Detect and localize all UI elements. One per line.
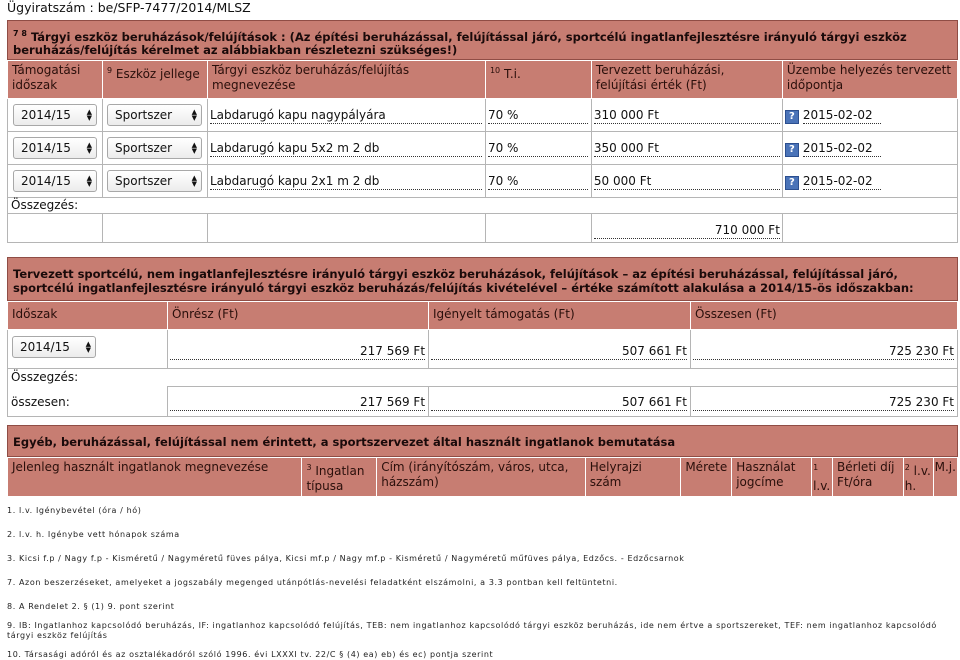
col-header-prop-type: $^3$ Ingatlan típusa [302,458,377,497]
footnote: 3. Kicsi f.p / Nagy f.p - Kisméretű / Nagyméretű füves pálya, Kicsi mf.p / Nagy mf.p - Kisméretű / Nagyméretű műfüves pálya, Edzőcs. - Edzőcsarnok [7,554,685,563]
date-field[interactable]: 2015-02-02 [803,172,881,190]
col-header-current: Jelenleg használt ingatlanok megnevezése [8,458,302,497]
col-header-lv: $^1$ l.v. [812,458,833,497]
value-field[interactable]: 350 000 Ft [594,139,780,157]
help-icon[interactable]: ? [785,176,799,190]
section3-title-bar [7,425,958,457]
col-header-period: Támogatási időszak [8,61,103,99]
asset-name-field[interactable]: Labdarugó kapu 5x2 m 2 db [210,139,482,157]
date-field[interactable]: 2015-02-02 [803,139,881,157]
total-field[interactable]: 725 230 Ft [693,342,954,360]
col-header-ti: $^{10}$ T.i. [485,61,591,99]
section3-title: Egyéb, beruházással, felújítással nem érintett, a sportszervezet által használt ingatlanok bemutatása [13,435,676,449]
section2-title-bar [7,257,958,301]
value-field[interactable]: 50 000 Ft [594,172,780,190]
ti-field[interactable]: 70 % [488,139,588,157]
section1-title-bar [7,20,958,60]
table-row [8,99,958,132]
footnote: 8. A Rendelet 2. § (1) 9. pont szerint [7,602,175,611]
section2-title: Tervezett sportcélú, nem ingatlanfejlesztésre irányuló tárgyi eszköz beruházások, felújítások – az építési beruházással, felújítással járó, sportcélú ingatlanfejlesztésre irányuló tárgyi eszköz beruházás/felújítás kivételével – értéke számított alakulása a 2014/15-ös időszakban: [13,267,914,295]
col-header-name: Tárgyi eszköz beruházás/felújítás megnevezése [207,61,485,99]
total-own: 217 569 Ft [170,393,425,411]
table-row [8,330,958,369]
ti-field[interactable]: 70 % [488,172,588,190]
spinner-icon: ▲ ▼ [86,141,92,155]
type-select[interactable]: Sportszer ▲ ▼ [107,104,202,126]
col-header-requested: Igényelt támogatás (Ft) [429,302,691,330]
spinner-icon: ▲ ▼ [86,108,92,122]
section1-title-footnote: 7 8 [13,29,27,38]
total-requested: 507 661 Ft [431,393,687,411]
own-field[interactable]: 217 569 Ft [170,342,425,360]
spinner-icon: ▲ ▼ [191,141,197,155]
asset-name-field[interactable]: Labdarugó kapu nagypályára [210,106,482,124]
col-header-value: Tervezett beruházási, felújítási érték (Ft) [591,61,782,99]
footnote: 2. l.v. h. Igénybe vett hónapok száma [7,530,180,539]
period-select[interactable]: 2014/15 ▲ ▼ [13,170,97,192]
col-header-size: Mérete [681,458,732,497]
spinner-icon: ▲ ▼ [86,174,92,188]
help-icon[interactable]: ? [785,110,799,124]
total-sum: 725 230 Ft [693,393,954,411]
table-row [8,165,958,198]
col-header-fee: Bérleti díj Ft/óra [833,458,904,497]
col-header-own: Önrész (Ft) [168,302,429,330]
col-header-mj: M.j. [933,458,957,497]
col-header-period2: Időszak [8,302,168,330]
period-select[interactable]: 2014/15 ▲ ▼ [13,137,97,159]
summary-label: Összegzés: [8,198,958,214]
registration-number: Ügyiratszám : be/SFP-7477/2014/MLSZ [7,0,251,15]
date-field[interactable]: 2015-02-02 [803,106,881,124]
spinner-icon: ▲ ▼ [85,340,91,354]
col-header-total: Összesen (Ft) [691,302,958,330]
footnote: 9. IB: Ingatlanhoz kapcsolódó beruházás, IF: ingatlanhoz kapcsolódó felújítás, TEB: nem ingatlanhoz kapcsolódó tárgyi eszköz beruházás, ide nem értve a sportszereket, TEF: nem ingatlanhoz kapcsolódó tárgyi eszköz felújítás [7,621,937,640]
section1-title: Tárgyi eszköz beruházások/felújítások : (Az építési beruházással, felújítással járó, sportcélú ingatlanfejlesztésre irányuló tárgyi eszköz beruházás/felújítás kérelmet az alábbiakban részletezni szükséges!) [13,29,907,57]
value-field[interactable]: 310 000 Ft [594,106,780,124]
footnote: 10. Társasági adóról és az osztalékadóról szóló 1996. évi LXXXI tv. 22/C § (4) ea) eb) és ec) pontja szerint [7,650,494,659]
type-select[interactable]: Sportszer ▲ ▼ [107,170,202,192]
period-select[interactable]: 2014/15 ▲ ▼ [12,336,96,358]
col-header-lvh: $^2$ l.v. h. [903,458,933,497]
total-label: összesen: [8,387,168,417]
table-row [8,132,958,165]
footnote: 1. l.v. Igénybevétel (óra / hó) [7,506,142,515]
footnote: 7. Azon beszerzéseket, amelyeket a jogszabály megenged utánpótlás-nevelési feladatként elszámolni, a 3.3 pontban kell feltüntetni. [7,578,618,587]
asset-name-field[interactable]: Labdarugó kapu 2x1 m 2 db [210,172,482,190]
help-icon[interactable]: ? [785,143,799,157]
summary-table [7,301,958,417]
properties-table [7,457,958,497]
col-header-type: $^9$ Eszköz jellege [103,61,208,99]
investments-table [7,60,958,243]
summary-value: 710 000 Ft [594,221,780,239]
col-header-usage: Használat jogcíme [732,458,812,497]
col-header-date: Üzembe helyezés tervezett időpontja [782,61,957,99]
ti-field[interactable]: 70 % [488,106,588,124]
spinner-icon: ▲ ▼ [191,174,197,188]
spinner-icon: ▲ ▼ [191,108,197,122]
col-header-address: Cím (irányítószám, város, utca, házszám) [377,458,586,497]
col-header-lot: Helyrajzi szám [585,458,681,497]
summary-label-2: Összegzés: [8,369,958,387]
period-select[interactable]: 2014/15 ▲ ▼ [13,104,97,126]
type-select[interactable]: Sportszer ▲ ▼ [107,137,202,159]
requested-field[interactable]: 507 661 Ft [431,342,687,360]
